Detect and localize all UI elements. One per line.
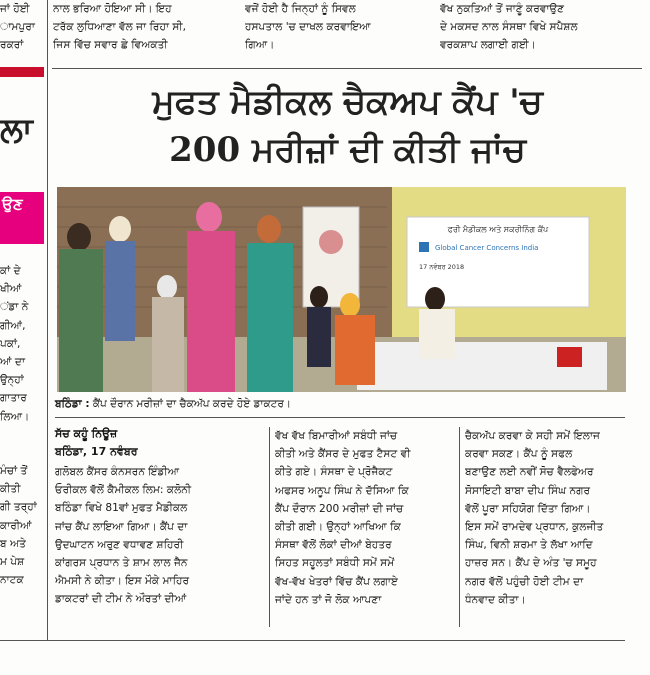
text-line: ਧੰਨਵਾਦ ਕੀਤਾ। [465,593,526,606]
article-col-1 [55,463,265,609]
top-article-col-1 [53,0,238,55]
text-line: ਇਸ ਸਮੇਂ ਰਾਮਦੇਵ ਪ੍ਰਧਾਨ, ਕੁਲਜੀਤ [465,521,604,534]
text-line: ਦੇ ਮਕਸਦ ਨਾਲ ਸੰਸਥਾ ਵਿਖੇ ਸਪੈਸ਼ਲ [440,21,578,34]
text-line: ਜਿਸ ਵਿੱਚ ਸਵਾਰ ਛੇ ਵਿਅਕਤੀ [53,39,168,52]
text-line: ਵਜੋਂ ਹੋਈ ਹੈ ਜਿਨ੍ਹਾਂ ਨੂੰ ਸਿਵਲ [245,3,356,15]
text-line: ਗਲੋਬਲ ਕੈਂਸਰ ਕੰਨਸਰਨ ਇੰਡੀਆ [55,466,180,478]
text-line: ਜਾਂਚ ਕੈਂਪ ਲਾਇਆ ਗਿਆ। ਕੈਂਪ ਦਾ [55,520,188,533]
left-bottom-line: ਬ ਅਤੇ [0,537,26,550]
text-line: ਐਮਸੀ ਨੇ ਕੀਤਾ। ਇਸ ਮੌਕੇ ਮਾਹਿਰ [55,575,190,588]
left-column-mid [0,262,44,426]
text-line: ਹਾਜ਼ਰ ਸਨ। ਕੈਂਪ ਦੇ ਅੰਤ 'ਚ ਸਮੂਹ [465,557,597,570]
text-line: ਓਰੀਕਲ ਵੱਲੋਂ ਕੈਮੀਕਲ ਲਿਮ: ਕਲੋਨੀ [55,484,192,497]
section-color-bar [0,67,44,77]
left-mid-line: ਲਿਆ। [0,410,30,423]
caption-place: ਬਠਿੰਡਾ : [55,398,90,410]
left-mid-line: ਆਂ ਦਾ [0,356,25,369]
left-bottom-line: ਨਾਟਕ [0,574,24,587]
byline: ਸੱਚ ਕਹੂੰ ਨਿਊਜ਼ [55,427,118,440]
headline-line-2: 200 ਮਰੀਜ਼ਾਂ ਦੀ ਕੀਤੀ ਜਾਂਚ [169,130,526,170]
left-top-line: ਰਕਰਾਂ [0,39,24,52]
supplies-box [557,347,582,367]
left-top-line: ਾਮਪੁਰਾ [0,21,35,34]
left-mid-line: ਖੀਆਂ [0,283,22,296]
text-line: ਡਾਕਟਰਾਂ ਦੀ ਟੀਮ ਨੇ ਔਰਤਾਂ ਦੀਆਂ [55,593,187,606]
column-divider [269,427,270,627]
left-bottom-line: ਗੀ ਤਰ੍ਹਾਂ [0,501,37,514]
text-line: ਨਗਰ ਵੱਲੋਂ ਪਹੁੰਚੀ ਹੋਈ ਟੀਮ ਦਾ [465,575,584,588]
left-column-bottom [0,462,44,589]
text-line: ਹਸਪਤਾਲ 'ਚ ਦਾਖਲ ਕਰਵਾਇਆ [245,21,371,34]
text-line: ਬਣਾਉਣ ਲਈ ਨਵੀਂ ਸੋਚ ਵੈਲਫੇਅਰ [465,466,594,479]
banner-org: Global Cancer Concerns India [435,244,539,252]
text-line: ਬਠਿੰਡਾ ਵਿਖੇ 81ਵਾਂ ਮੁਫਤ ਮੈਡੀਕਲ [55,502,188,515]
headline [50,78,645,174]
org-logo-icon [419,242,429,252]
text-line: ਕਰਵਾ ਸਕਣ। ਕੈਂਪ ਨੂੰ ਸਫਲ [465,448,573,461]
photo-caption [55,396,625,412]
banner-date: 17 ਨਵੰਬਰ 2018 [419,263,465,271]
left-top-line: ਜਾਂ ਹੋਈ [0,3,30,15]
caption-divider [55,417,625,418]
text-line: ਚੈਕਅੱਪ ਕਰਵਾ ਕੇ ਸਹੀ ਸਮੇਂ ਇਲਾਜ [465,430,600,442]
text-line: ਕੈਂਪ ਦੌਰਾਨ 200 ਮਰੀਜ਼ਾਂ ਦੀ ਜਾਂਚ [275,502,404,515]
left-headline-fragment: ਲਾ [0,110,33,150]
left-bottom-line: ਕਾਰੀਆਂ [0,519,32,532]
article-col-2 [275,427,455,609]
left-mid-line: ਪਕਾਂ, [0,337,21,350]
text-line: ਸਿੰਘ, ਵਿਨੀ ਸ਼ਰਮਾ ਤੇ ਲੱਖਾ ਆਦਿ [465,539,593,552]
left-mid-line: ਕਾਂ ਦੇ [0,265,21,277]
text-line: ਕੀਤੀ ਅਤੇ ਕੈਂਸਰ ਦੇ ਮੁਫਤ ਟੈਸਟ ਵੀ [275,448,411,461]
top-divider [52,68,642,69]
text-line: ਕੀਤੇ ਗਏ। ਸੰਸਥਾ ਦੇ ਪ੍ਰੋਜੈਕਟ [275,466,393,479]
top-article-col-2 [245,0,430,55]
left-column-divider [47,0,48,640]
left-bottom-line: ਮ ਪੇਸ਼ [0,556,25,569]
text-line: ਕੀਤੀ ਗਈ। ਉਨ੍ਹਾਂ ਆਖਿਆ ਕਿ [275,521,401,534]
left-pink-label: ਉਣ [0,192,44,244]
left-bottom-line: ਮੰਚਾਂ ਤੋਂ [0,465,28,477]
text-line: ਵੱਖ ਵੱਖ ਬਿਮਾਰੀਆਂ ਸਬੰਧੀ ਜਾਂਚ [275,430,398,442]
banner-title: ਫਰੀ ਮੈਡੀਕਲ ਅਤੇ ਸਕਰੀਨਿੰਗ ਕੈਂਪ [447,225,549,234]
text-line: ਵੱਖ ਨੁਕਤਿਆਂ ਤੋਂ ਜਾਣੂੰ ਕਰਵਾਉਣ [440,3,565,15]
text-line: ਜਾਂਦੇ ਹਨ ਤਾਂ ਜੋ ਲੋਕ ਆਪਣਾ [275,593,382,606]
article-col-3 [465,427,635,609]
left-mid-line: ਂਡਾ ਨੇ [0,301,29,314]
poster-graphic [319,230,343,254]
text-line: ਅਫਸਰ ਅਨੂਪ ਸਿੰਘ ਨੇ ਦੱਸਿਆ ਕਿ [275,484,409,497]
text-line: ਸਿਹਤ ਸਹੂਲਤਾਂ ਸਬੰਧੀ ਸਮੇਂ ਸਮੇਂ [275,557,395,570]
text-line: ਵੱਲੋਂ ਪੂਰਾ ਸਹਿਯੋਗ ਦਿੱਤਾ ਗਿਆ। [465,502,591,515]
text-line: ਗਿਆ। [245,39,275,52]
text-line: ਵਰਕਸ਼ਾਪ ਲਗਾਈ ਗਈ। [440,39,536,52]
left-bottom-line: ਕੀਤੀ [0,483,21,496]
text-line: ਸੋਸਾਇਟੀ ਬਾਬਾ ਦੀਪ ਸਿੰਘ ਨਗਰ [465,484,591,497]
bottom-divider [0,640,625,641]
caption-text: ਕੈਂਪ ਦੌਰਾਨ ਮਰੀਜ਼ਾਂ ਦਾ ਚੈਕਅੱਪ ਕਰਦੇ ਹੋਏ ਡਾਕਟਰ। [92,398,291,410]
left-mid-line: ਗੀਆਂ, [0,319,26,332]
text-line: ਸੰਸਥਾ ਵੱਲੋਂ ਲੋਕਾਂ ਦੀਆਂ ਬੇਹਤਰ [275,539,392,552]
text-line: ਟਰੱਕ ਲੁਧਿਆਣਾ ਵੱਲ ਜਾ ਰਿਹਾ ਸੀ, [53,21,186,34]
headline-line-1: ਮੁਫਤ ਮੈਡੀਕਲ ਚੈਕਅਪ ਕੈਂਪ 'ਚ [152,82,543,122]
left-column-fragment [0,0,44,55]
text-line: ਉਦਘਾਟਨ ਅਰੁਣ ਵਧਾਵਣ ਸ਼ਹਿਰੀ [55,538,184,551]
column-divider [459,427,460,627]
text-line: ਵੱਖ-ਵੱਖ ਖੇਤਰਾਂ ਵਿੱਚ ਕੈਂਪ ਲਗਾਏ [275,575,398,588]
text-line: ਕਾਂਗਰਸ ਪ੍ਰਧਾਨ ਤੇ ਸ਼ਾਮ ਲਾਲ ਜੈਨ [55,557,188,570]
left-mid-line: ਗਾਤਾਰ [0,392,27,405]
left-mid-line: ਉਨ੍ਹਾਂ [0,374,24,387]
text-line: ਨਾਲ ਭਰਿਆ ਹੋਇਆ ਸੀ। ਇਹ [53,3,172,15]
top-article-col-3 [440,0,635,55]
article-photo [57,187,626,392]
photo-illustration [57,187,626,392]
dateline: ਬਠਿੰਡਾ, 17 ਨਵੰਬਰ [55,445,138,458]
